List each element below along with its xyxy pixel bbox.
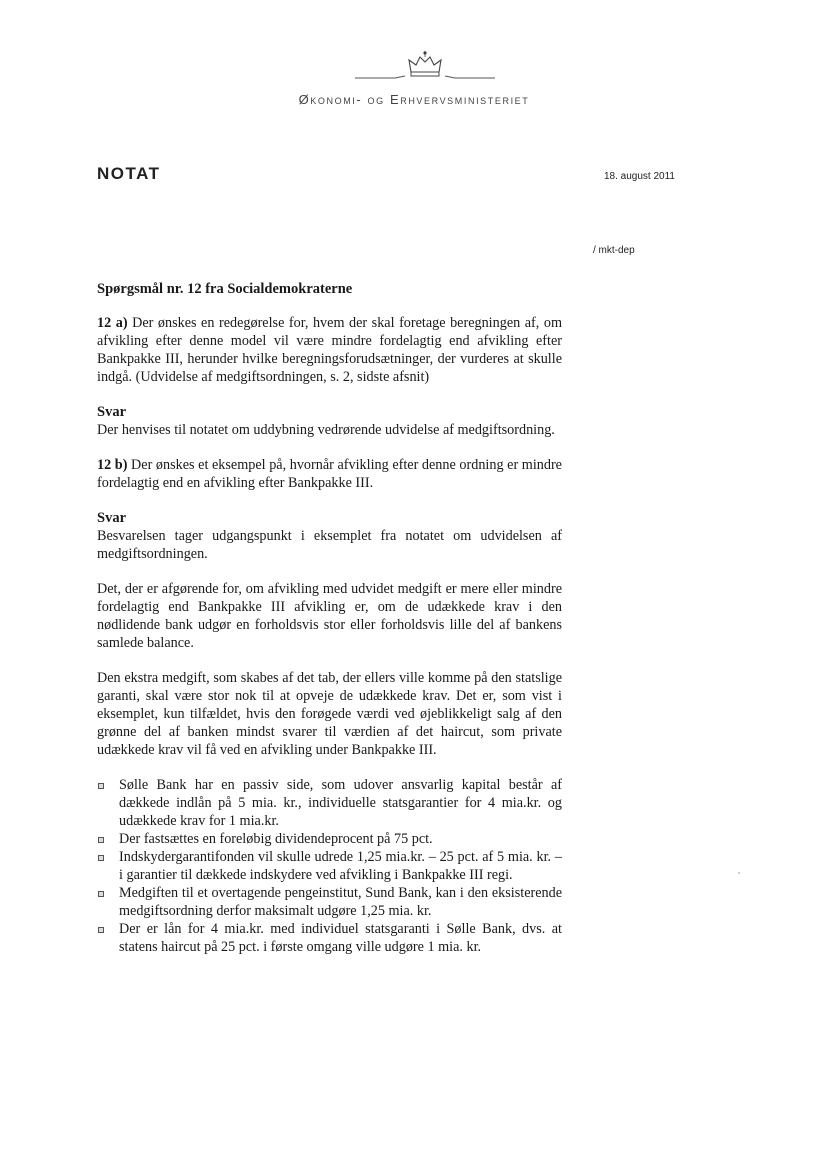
list-item — [97, 830, 562, 848]
document-body — [97, 280, 562, 956]
question-12b-label: 12 b) — [97, 457, 128, 473]
list-item-text: Sølle Bank har en passiv side, som udover ansvarlig kapital består af dækkede indlån på 5 mia. kr., individuelle statsgarantier for 4 mia.kr. og udækkede krav for 1 mia.kr. — [119, 777, 562, 829]
answer-2 — [97, 509, 562, 563]
list-item-text: Der er lån for 4 mia.kr. med individuel statsgaranti i Sølle Bank, dvs. at statens haircut på 25 pct. i første omgang ville udgøre 1 mia. kr. — [119, 921, 562, 955]
list-item — [97, 884, 562, 920]
bullet-icon — [98, 927, 104, 933]
answer-2-text: Besvarelsen tager udgangspunkt i eksemplet fra notatet om udvidelsen af medgiftsordningen. — [97, 528, 562, 562]
list-item-text: Indskydergarantifonden vil skulle udrede 1,25 mia.kr. – 25 pct. af 5 mia. kr. – i garantier til dækkede indskydere ved afvikling i Bankpakke III regi. — [119, 849, 562, 883]
document-date: 18. august 2011 — [604, 171, 675, 182]
answer-1-label: Svar — [97, 404, 126, 420]
answer-2-label: Svar — [97, 510, 126, 526]
bullet-icon — [98, 855, 104, 861]
list-item-text: Der fastsættes en foreløbig dividendeprocent på 75 pct. — [119, 831, 433, 847]
list-item-text: Medgiften til et overtagende pengeinstitut, Sund Bank, kan i den eksisterende medgiftsordning derfor maksimalt udgøre 1,25 mia. kr. — [119, 885, 562, 919]
bullet-icon — [98, 837, 104, 843]
crown-logo-icon — [355, 48, 495, 84]
question-heading: Spørgsmål nr. 12 fra Socialdemokraterne — [97, 281, 353, 297]
answer-1-text: Der henvises til notatet om uddybning vedrørende udvidelse af medgiftsordning. — [97, 422, 555, 438]
question-12b-text: Der ønskes et eksempel på, hvornår afvikling efter denne ordning er mindre fordelagtig end en afvikling efter Bankpakke III. — [97, 457, 562, 491]
ministry-name: Økonomi- og Erhvervsministeriet — [298, 92, 530, 107]
list-item — [97, 848, 562, 884]
list-item — [97, 920, 562, 956]
document-type: NOTAT — [97, 164, 161, 183]
question-12a — [97, 314, 562, 386]
paragraph-1: Det, der er afgørende for, om afvikling med udvidet medgift er mere eller mindre fordelagtig end Bankpakke III afvikling er, om de udækkede krav i den nødlidende bank udgør en forholdsvis stor eller forholdsvis lille del af bankens samlede balance. — [97, 581, 562, 651]
scan-speck — [738, 872, 740, 874]
list-item — [97, 776, 562, 830]
bullet-list — [97, 776, 562, 956]
bullet-icon — [98, 783, 104, 789]
question-12a-label: 12 a) — [97, 315, 128, 331]
question-12b — [97, 456, 562, 492]
answer-1 — [97, 403, 562, 439]
bullet-icon — [98, 891, 104, 897]
paragraph-2: Den ekstra medgift, som skabes af det tab, der ellers ville komme på den statslige garanti, skal være stor nok til at opveje de udækkede krav. Det er, som vist i eksemplet, kun tilfældet, hvis den forøgede værdi ved øjeblikkeligt salg af den grønne del af banken mindst svarer til værdien af det haircut, som private udækkede krav vil få ved en afvikling under Bankpakke III. — [97, 670, 562, 758]
document-reference: / mkt-dep — [593, 245, 635, 256]
question-12a-text: Der ønskes en redegørelse for, hvem der skal foretage beregningen af, om afvikling efter denne model vil være mindre fordelagtig end afvikling efter Bankpakke III, herunder hvilke beregningsforudsætninger, der vurderes at skulle indgå. (Udvidelse af medgiftsordningen, s. 2, sidste afsnit) — [97, 315, 562, 385]
